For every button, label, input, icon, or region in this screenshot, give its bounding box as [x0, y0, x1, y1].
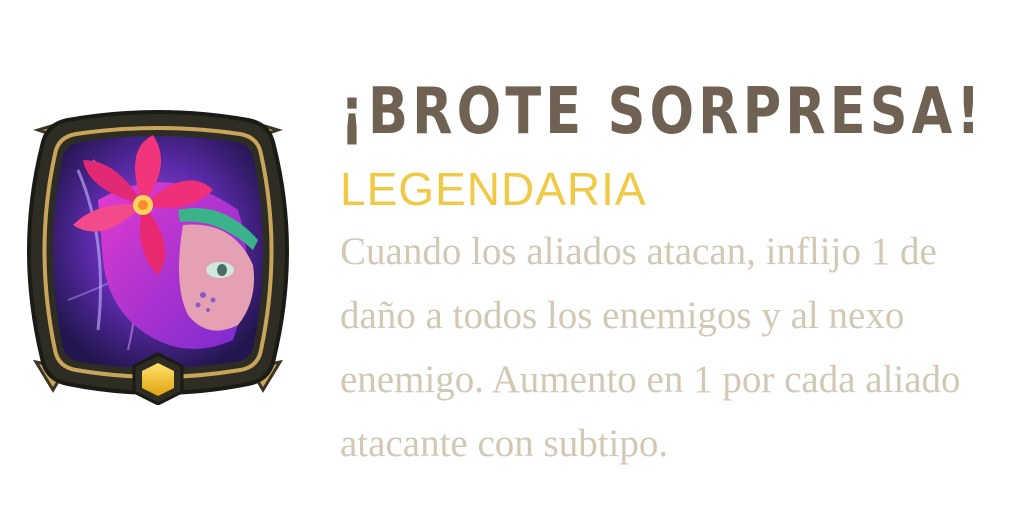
rarity-label: LEGENDARIA — [340, 163, 647, 215]
flower-champion-portrait-icon — [8, 100, 308, 405]
card-title: ¡BROTE SORPRESA! — [340, 75, 985, 149]
card-description: Cuando los aliados atacan, inflijo 1 de daño a todos los enemigos y al nexo enemigo. Aumento en 1 por cada aliado atacante con subtipo. — [340, 230, 961, 465]
augment-text — [340, 75, 1020, 476]
hexagon-gem-icon — [134, 354, 182, 404]
